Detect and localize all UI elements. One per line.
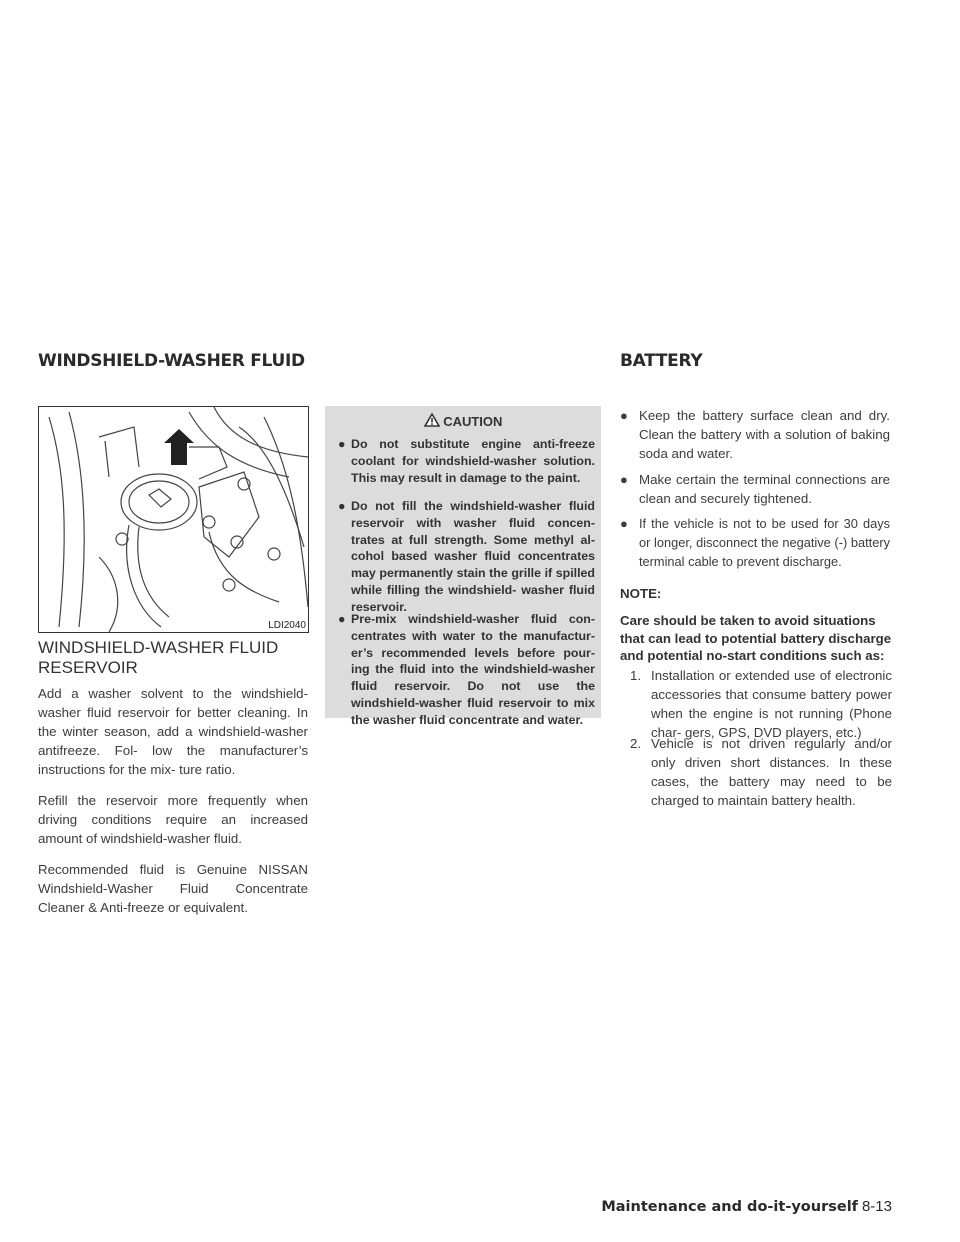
caution-item: ● Do not substitute engine anti-freeze coolant for windshield-washer solution. This may result in damage to the paint. (338, 437, 595, 485)
bullet: ● (620, 472, 628, 487)
paragraph: Add a washer solvent to the windshield-washer fluid reservoir for better cleaning. In the winter season, add a windshield-washer antifreeze. Fol- low the manufacturer’s instructions for the mix- ture ratio. (38, 686, 308, 777)
bullet: ● (338, 612, 346, 626)
battery-bullet-item: ● Make certain the terminal connections are clean and securely tightened. (620, 472, 890, 506)
figure-label: LDI2040 (268, 620, 306, 631)
section-header-battery: BATTERY (620, 351, 703, 371)
battery-bullet-item: ● Keep the battery surface clean and dry. Clean the battery with a solution of baking soda and water. (620, 408, 890, 461)
page-number: 8-13 (861, 1198, 892, 1215)
caution-item: ● Pre-mix windshield-washer fluid con- centrates with water to the manufactur- er’s recommended levels before pour- ing the fluid into the windshield-washer fluid reservoir. Do not use the windshield-washer fluid reservoir to mix the washer fluid concentrate and water. (338, 612, 595, 727)
footer-section: Maintenance and do-it-yourself (601, 1199, 858, 1215)
caution-title (325, 413, 601, 429)
caution-box (325, 406, 601, 727)
section-header-washer: WINDSHIELD-WASHER FLUID (38, 351, 305, 371)
bullet: ● (620, 408, 628, 423)
paragraph: Refill the reservoir more frequently when driving conditions require an increased amount of windshield-washer fluid. (38, 793, 308, 846)
washer-reservoir-illustration (39, 407, 308, 632)
warning-icon (424, 413, 440, 427)
bullet: ● (620, 516, 628, 531)
caution-label: CAUTION (443, 414, 503, 429)
note-text: Care should be taken to avoid situations that can lead to potential battery discharge and potential no-start conditions such as: (620, 613, 892, 663)
paragraph: Recommended fluid is Genuine NISSAN Windshield-Washer Fluid Concentrate Cleaner & Anti-freeze or equivalent. (38, 862, 308, 915)
page-footer (601, 1198, 892, 1215)
bullet: ● (338, 437, 346, 451)
note-label: NOTE: (620, 586, 662, 601)
numbered-item: 2. Vehicle is not driven regularly and/or only driven short distances. In these cases, the battery may need to be charged to maintain battery health. (630, 736, 892, 808)
numbered-item: 1. Installation or extended use of electronic accessories that consume battery power when the engine is not running (Phone char- gers, GPS, DVD players, etc.) (630, 668, 892, 740)
left-paragraphs (38, 684, 308, 917)
subsection-title: WINDSHIELD-WASHER FLUID RESERVOIR (38, 638, 279, 677)
battery-bullet-item: ● If the vehicle is not to be used for 30 days or longer, disconnect the negative (-) battery terminal cable to prevent discharge. (620, 516, 890, 569)
caution-item: ● Do not fill the windshield-washer fluid reservoir with washer fluid concen- trates at full strength. Some methyl al- cohol based washer fluid concentrates may permanently stain the grille if spilled while filling the windshield- washer fluid reservoir. (338, 499, 595, 614)
bullet: ● (338, 499, 346, 513)
reservoir-figure (38, 406, 309, 633)
